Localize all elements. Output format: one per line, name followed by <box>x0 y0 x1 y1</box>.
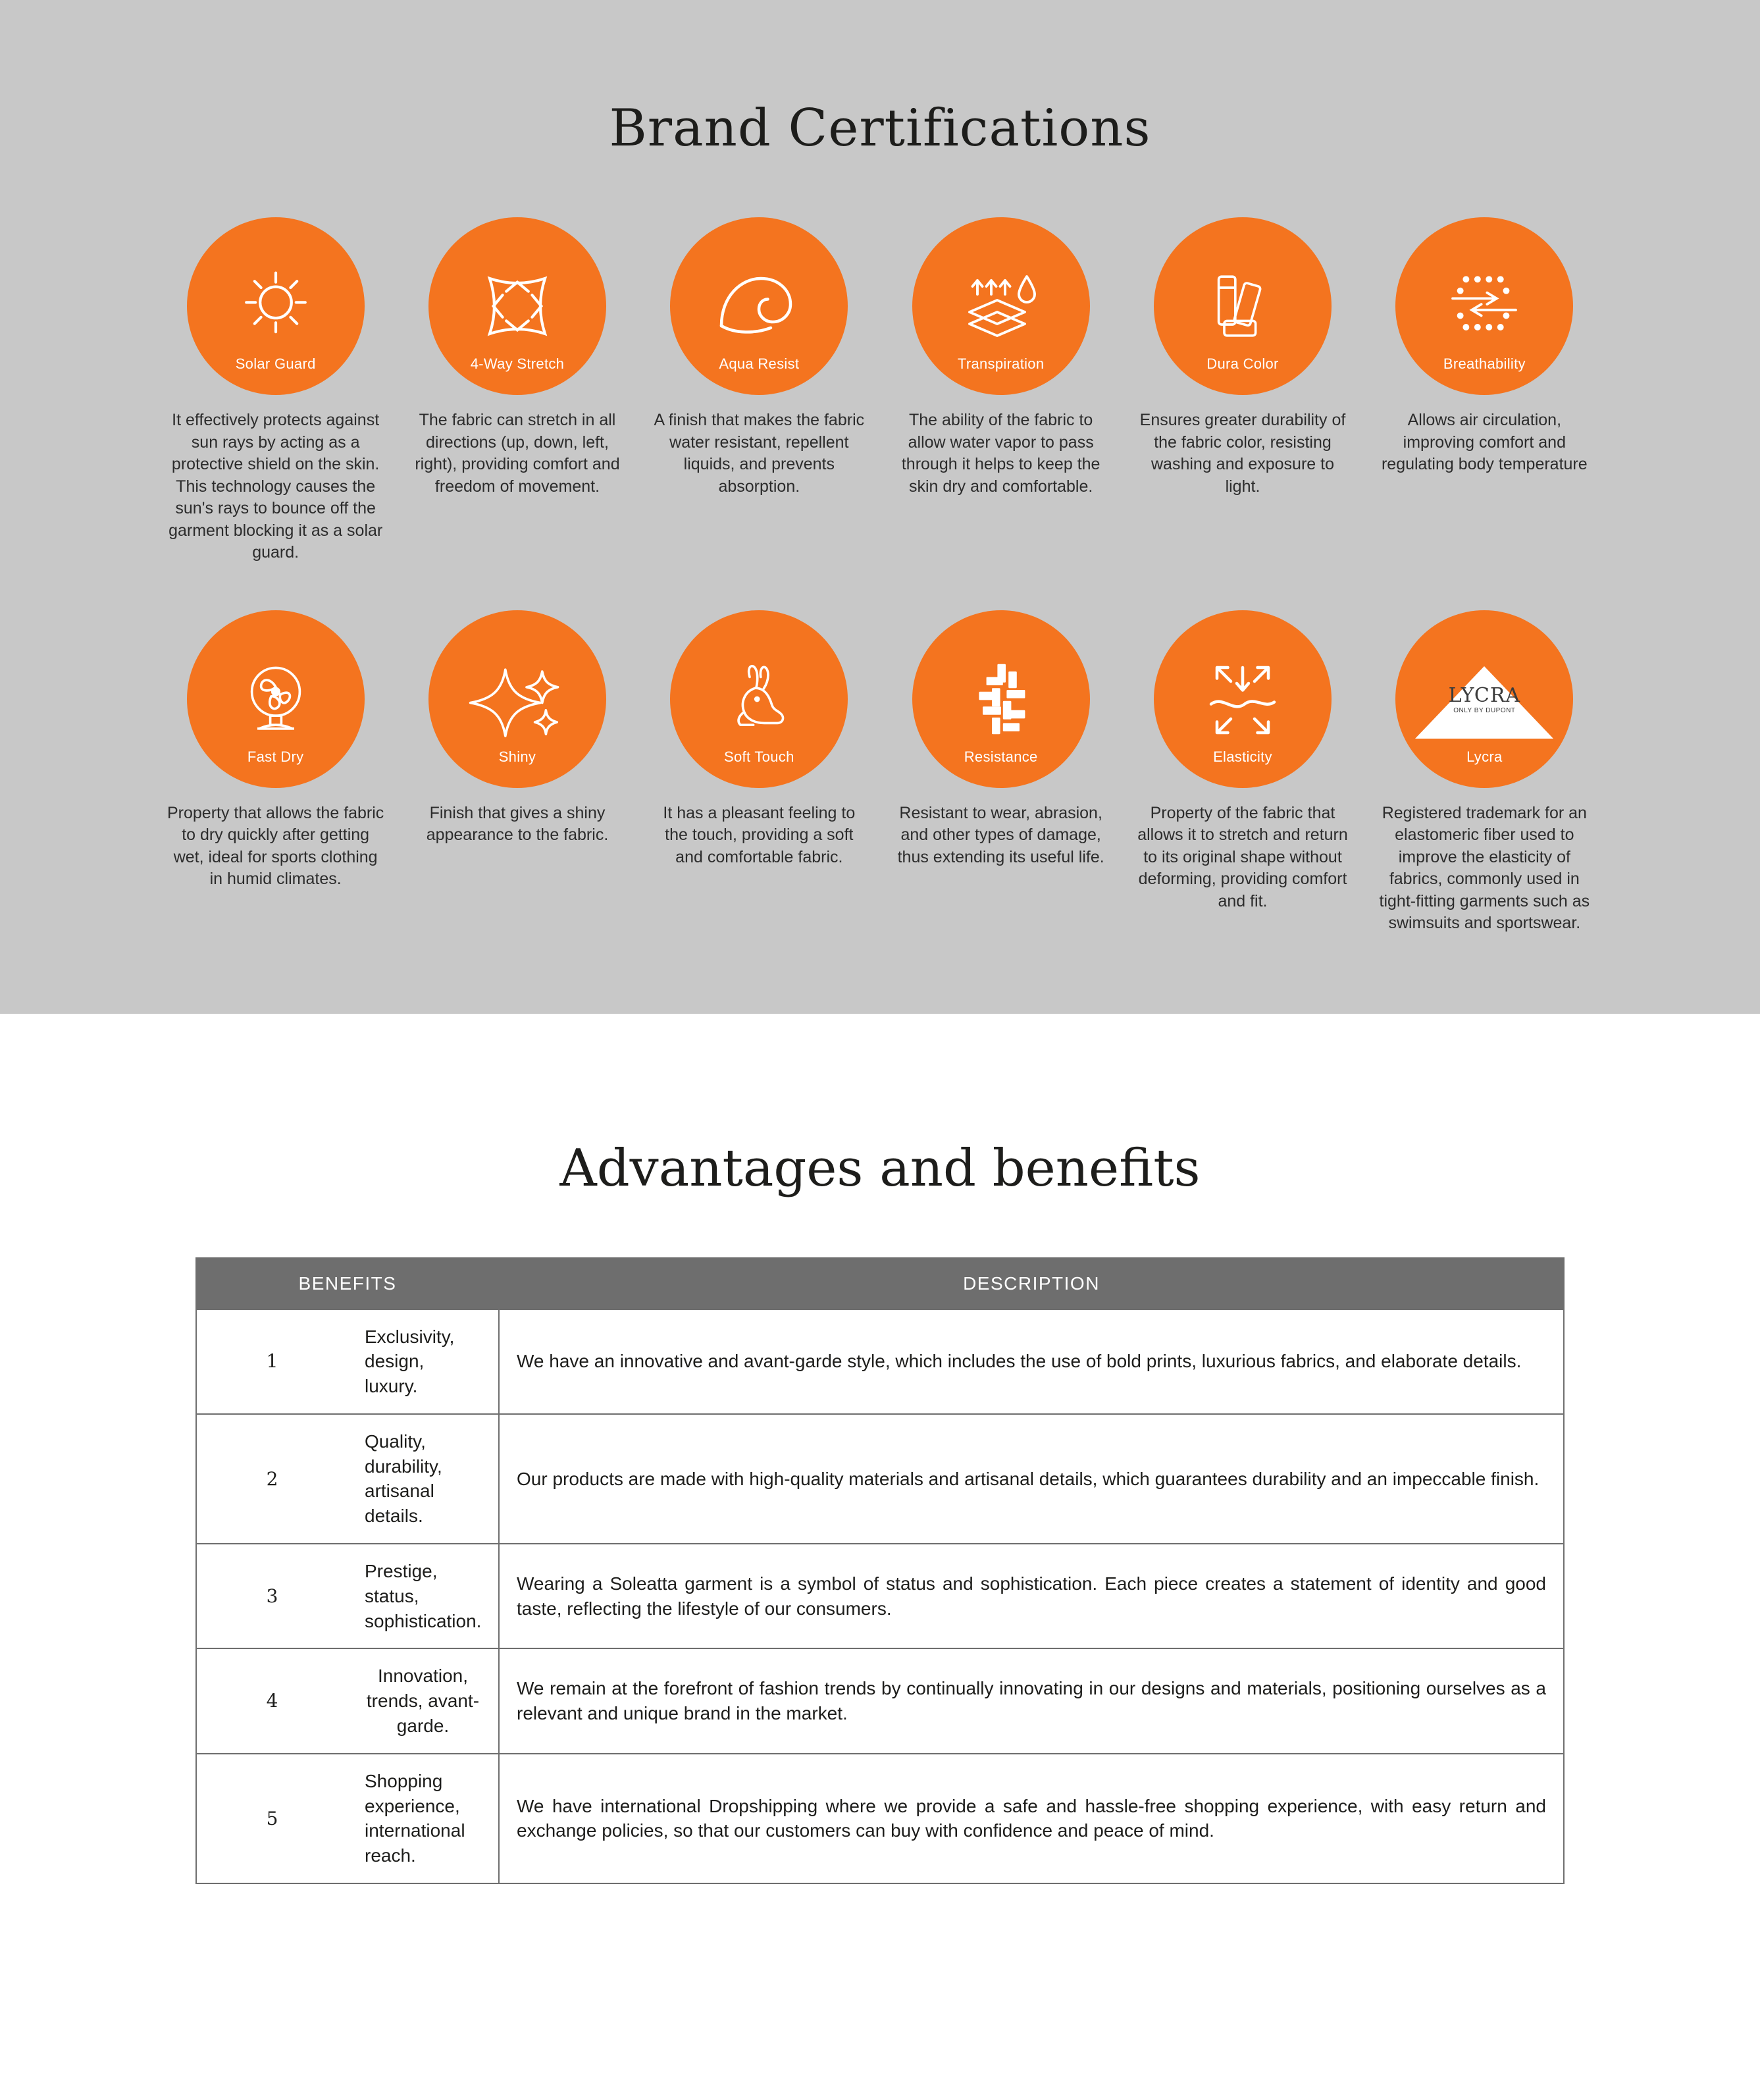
fan-icon <box>230 653 322 745</box>
certification-icon-label: Fast Dry <box>247 748 304 765</box>
certification-badge <box>1395 217 1573 395</box>
four-way-stretch-icon <box>471 260 563 352</box>
certification-icon-label: Shiny <box>498 748 536 765</box>
table-row <box>196 1648 1564 1753</box>
sun-icon <box>230 260 322 352</box>
row-description: Wearing a Soleatta garment is a symbol of status and sophistication. Each piece creates a statement of identity and good taste, reflecting the lifestyle of our consumers. <box>499 1544 1564 1648</box>
certification-icon-label: Breathability <box>1443 355 1526 372</box>
row-number: 5 <box>196 1754 348 1883</box>
certification-badge <box>670 610 848 788</box>
advantages-table <box>195 1257 1565 1885</box>
certification-badge <box>187 610 365 788</box>
certification-item <box>1129 217 1355 564</box>
certification-item <box>1129 610 1355 935</box>
certification-item <box>888 610 1114 935</box>
row-benefit: Innovation, trends, avant-garde. <box>348 1648 499 1753</box>
lycra-tagline: ONLY BY DUPONT <box>1453 706 1516 714</box>
certification-badge <box>912 610 1090 788</box>
sparkle-icon <box>465 653 570 745</box>
row-number: 2 <box>196 1414 348 1544</box>
row-description: We remain at the forefront of fashion trends by continually innovating in our designs and materials, positioning ourselves as a relevant and unique brand in the market. <box>499 1648 1564 1753</box>
certification-grid <box>163 217 1597 935</box>
advantages-section <box>0 1014 1760 1964</box>
table-row <box>196 1754 1564 1883</box>
certification-item <box>646 217 872 564</box>
row-number: 3 <box>196 1544 348 1648</box>
row-benefit: Exclusivity, design, luxury. <box>348 1309 499 1414</box>
certification-badge <box>428 217 606 395</box>
weave-resistance-icon <box>955 653 1047 745</box>
breathability-icon <box>1432 257 1537 355</box>
certification-icon-label: Elasticity <box>1213 748 1272 765</box>
certification-item <box>1372 610 1597 935</box>
certification-badge <box>187 217 365 395</box>
certification-icon-label: Aqua Resist <box>719 355 800 372</box>
table-row <box>196 1544 1564 1648</box>
certification-item <box>404 610 630 935</box>
column-header-description: DESCRIPTION <box>499 1258 1564 1309</box>
certification-badge <box>1154 217 1332 395</box>
transpiration-layers-icon <box>952 257 1050 355</box>
table-header-row <box>196 1258 1564 1309</box>
table-row <box>196 1309 1564 1414</box>
certification-item <box>888 217 1114 564</box>
certification-icon-label: Soft Touch <box>724 748 794 765</box>
certification-item <box>163 217 388 564</box>
certification-badge <box>1154 610 1332 788</box>
row-benefit: Prestige, status, sophistication. <box>348 1544 499 1648</box>
row-number: 4 <box>196 1648 348 1753</box>
lycra-wordmark: LYCRA <box>1448 683 1521 707</box>
rabbit-icon <box>713 653 805 745</box>
certification-description: A finish that makes the fabric water resistant, repellent liquids, and prevents absorption. <box>654 411 865 496</box>
certification-icon-label: 4-Way Stretch <box>470 355 565 372</box>
certification-icon-label: Lycra <box>1466 748 1503 765</box>
row-description: We have an innovative and avant-garde style, which includes the use of bold prints, luxurious fabrics, and elaborate details. <box>499 1309 1564 1414</box>
certification-badge <box>912 217 1090 395</box>
certification-description: Finish that gives a shiny appearance to the fabric. <box>426 803 609 844</box>
certification-icon-label: Transpiration <box>957 355 1045 372</box>
row-description: Our products are made with high-quality materials and artisanal details, which guarantees durability and an impeccable finish. <box>499 1414 1564 1544</box>
certification-badge <box>428 610 606 788</box>
certification-badge <box>1395 610 1573 788</box>
advantages-title: Advantages and benefits <box>559 1138 1201 1198</box>
certification-icon-label: Dura Color <box>1206 355 1279 372</box>
column-header-benefits: BENEFITS <box>196 1258 499 1309</box>
wave-icon <box>710 257 808 355</box>
row-description: We have international Dropshipping where we provide a safe and hassle-free shopping experience, with easy return and exchange policies, so that our customers can buy with confidence and peace of mind. <box>499 1754 1564 1883</box>
certification-description: The ability of the fabric to allow water vapor to pass through it helps to keep the skin dry and comfortable. <box>901 411 1100 496</box>
row-benefit: Quality, durability, artisanal details. <box>348 1414 499 1544</box>
certification-item <box>646 610 872 935</box>
page-title: Brand Certifications <box>609 99 1151 158</box>
certification-description: Resistant to wear, abrasion, and other types of damage, thus extending its useful life. <box>897 803 1104 866</box>
brand-certifications-section <box>0 0 1760 1014</box>
certification-description: Registered trademark for an elastomeric fiber used to improve the elasticity of fabrics, commonly used in tight-fitting garments such as swimsuits and sportswear. <box>1379 803 1590 932</box>
certification-description: Allows air circulation, improving comfort and regulating body temperature <box>1381 411 1588 473</box>
certification-icon-label: Solar Guard <box>235 355 316 372</box>
certification-item <box>1372 217 1597 564</box>
certification-description: Ensures greater durability of the fabric color, resisting washing and exposure to light. <box>1139 411 1346 496</box>
elasticity-arrows-icon <box>1193 650 1292 748</box>
row-benefit: Shopping experience, international reach. <box>348 1754 499 1883</box>
color-swatch-icon <box>1197 260 1289 352</box>
certification-description: Property of the fabric that allows it to stretch and return to its original shape without deforming, providing comfort and fit. <box>1137 803 1348 910</box>
certification-description: It effectively protects against sun rays by acting as a protective shield on the skin. This technology causes the sun's rays to bounce off the garment blocking it as a solar guard. <box>168 411 383 562</box>
certification-badge <box>670 217 848 395</box>
certification-item <box>163 610 388 935</box>
certification-icon-label: Resistance <box>964 748 1038 765</box>
table-row <box>196 1414 1564 1544</box>
certification-description: Property that allows the fabric to dry quickly after getting wet, ideal for sports clothing in humid climates. <box>167 803 384 888</box>
certification-item <box>404 217 630 564</box>
certification-description: The fabric can stretch in all directions (up, down, left, right), providing comfort and freedom of movement. <box>415 411 620 496</box>
certification-description: It has a pleasant feeling to the touch, providing a soft and comfortable fabric. <box>663 803 856 866</box>
row-number: 1 <box>196 1309 348 1414</box>
